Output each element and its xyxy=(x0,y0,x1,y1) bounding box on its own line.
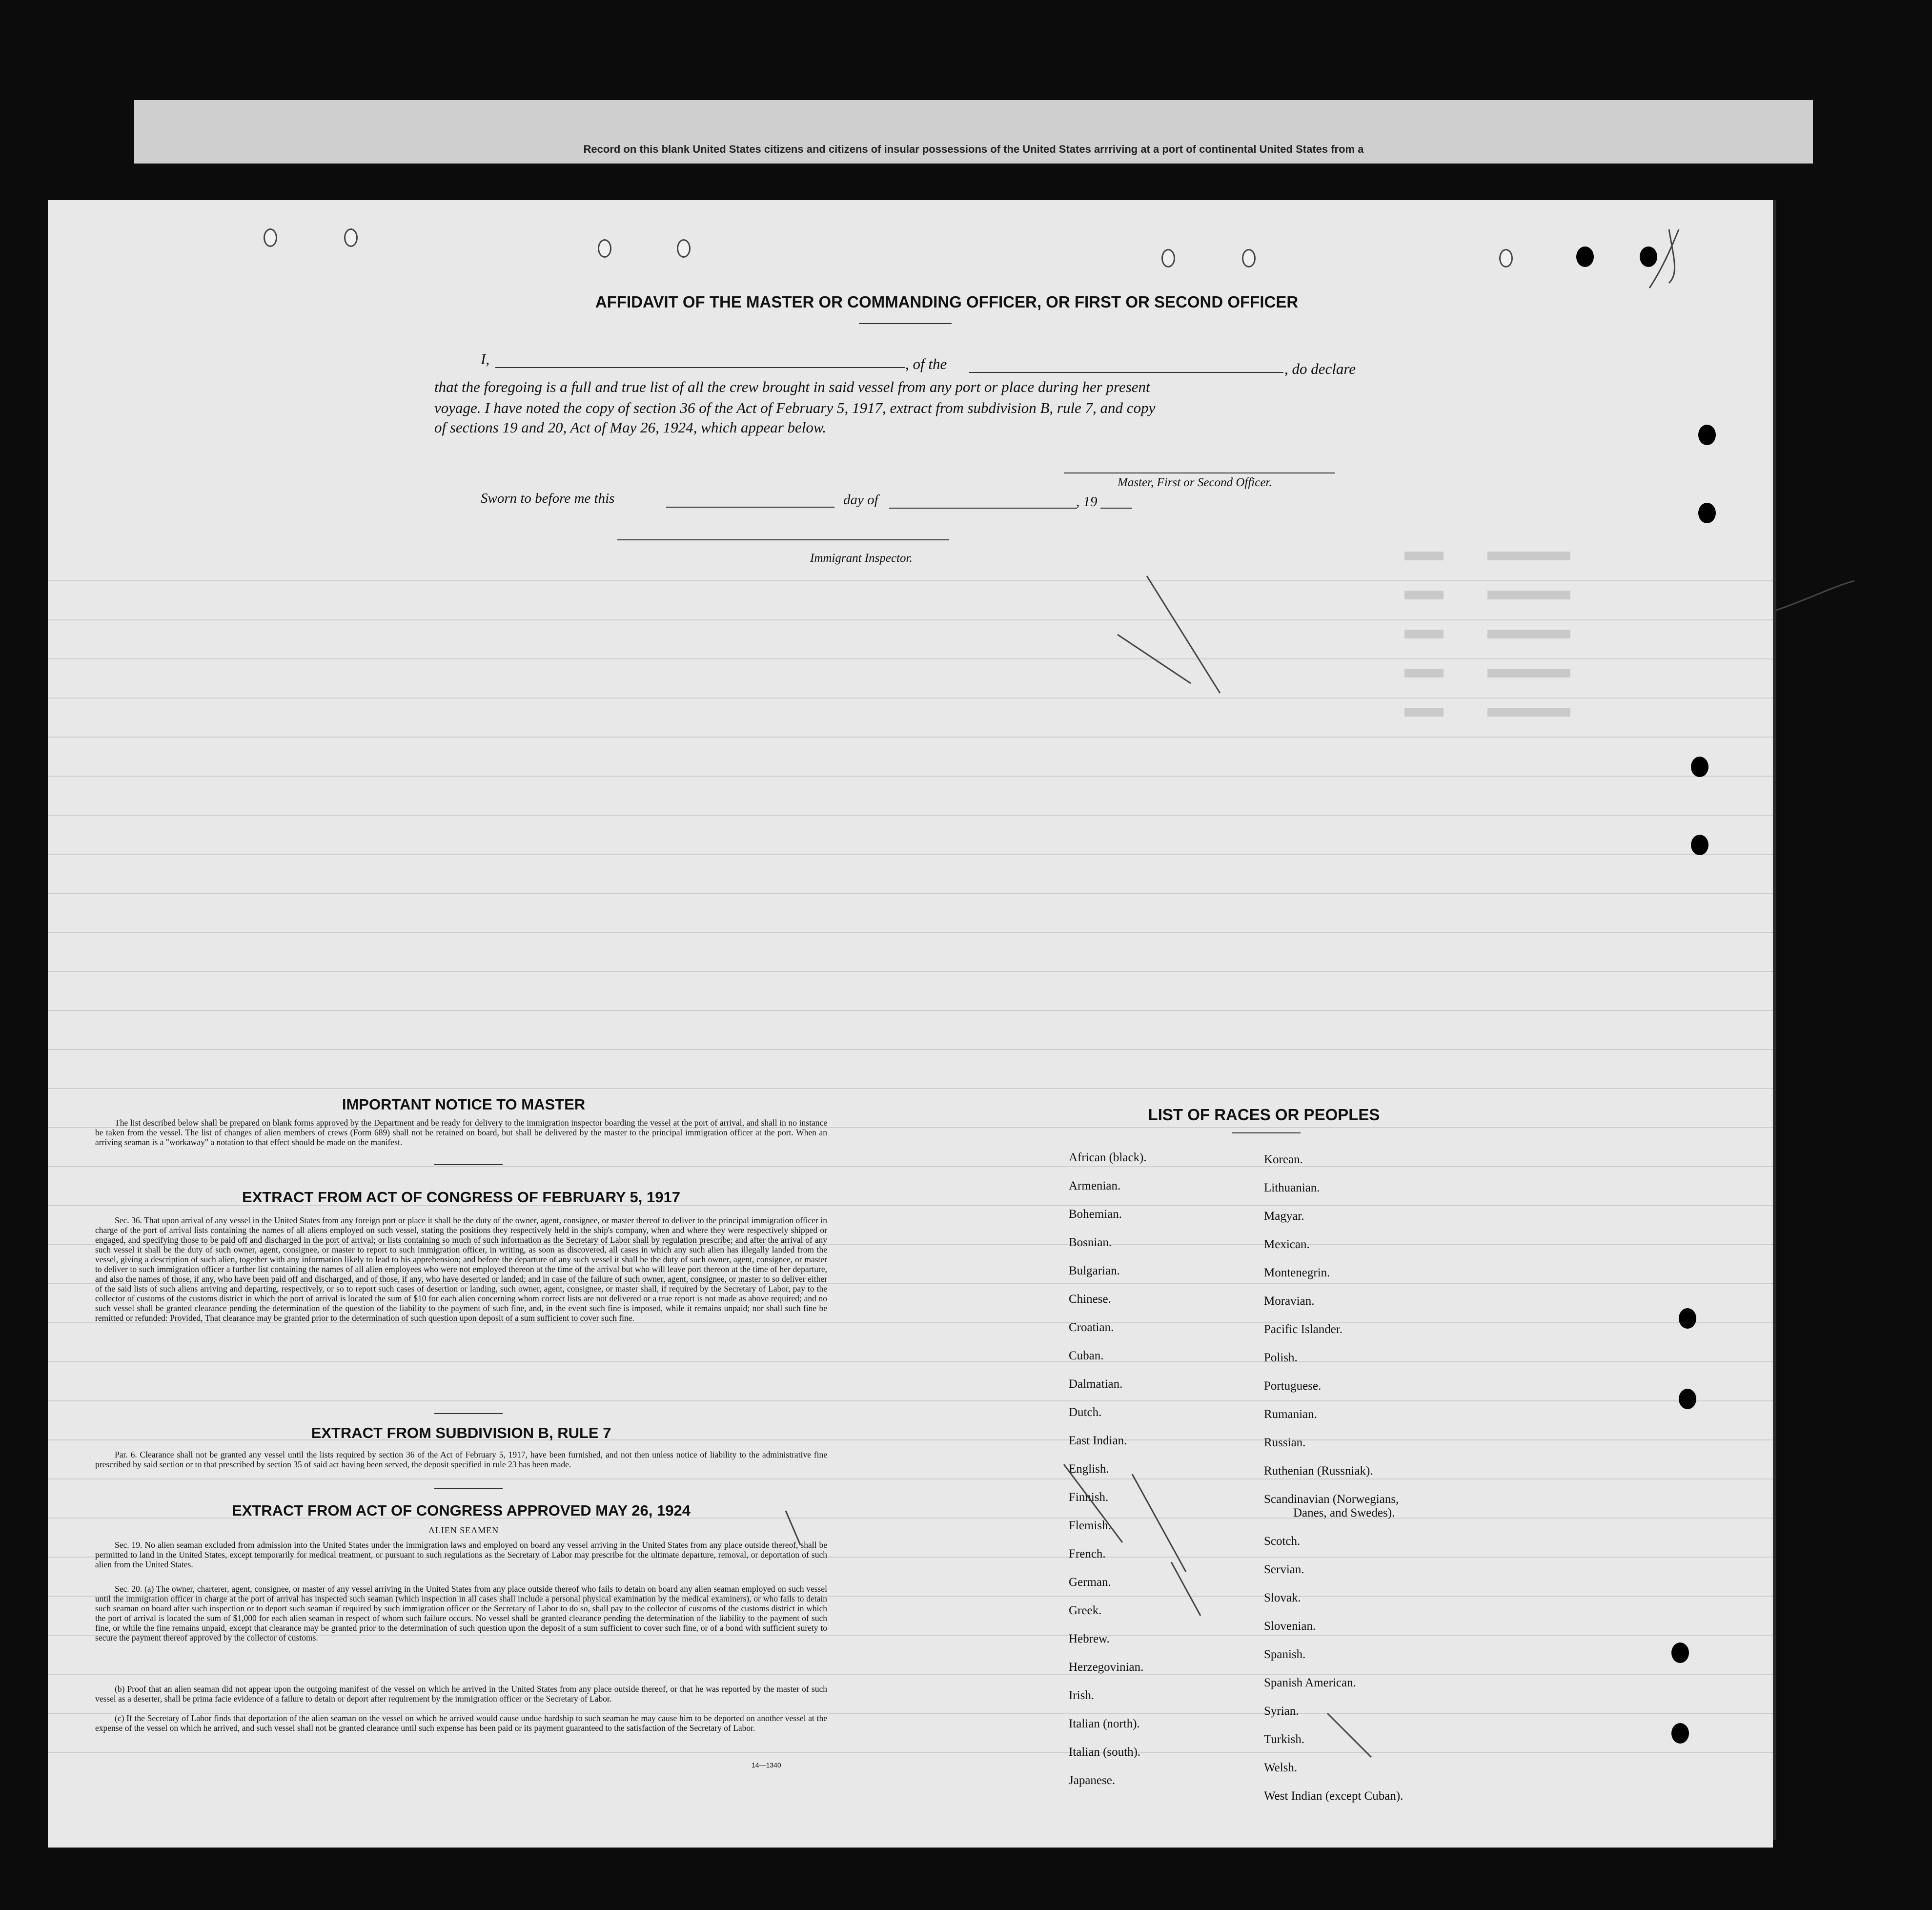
act-1924-title: EXTRACT FROM ACT OF CONGRESS APPROVED MAY 26, 1924 xyxy=(232,1502,691,1519)
race-item: Magyar. xyxy=(1264,1210,1304,1223)
back-sheet xyxy=(134,100,1813,164)
races-rule xyxy=(1232,1132,1301,1133)
punch-hole-dark xyxy=(1691,757,1708,777)
affidavit-title: AFFIDAVIT OF THE MASTER OR COMMANDING OFFICER, OR FIRST OR SECOND OFFICER xyxy=(595,293,1299,311)
punch-hole-dark xyxy=(1640,246,1657,267)
rule7-body: Par. 6. Clearance shall not be granted any vessel until the lists required by section 36 of the Act of February 5, 1917, have been furnished, and not then unless notice of liability to the administrative fine prescribed by said section or to that prescribed by section 35 of said act having been served, the deposit specified in rule 23 has been made. xyxy=(95,1450,827,1469)
race-item: Chinese. xyxy=(1069,1293,1111,1306)
affidavit-text-line-1: that the foregoing is a full and true list of all the crew brought in said vessel from any port or place during her present xyxy=(434,378,1150,395)
punch-hole xyxy=(677,239,691,258)
race-item: Spanish American. xyxy=(1264,1676,1356,1689)
race-item: Pacific Islander. xyxy=(1264,1323,1343,1336)
form-number: 14—1340 xyxy=(752,1761,781,1769)
punch-hole-dark xyxy=(1671,1643,1689,1663)
affidavit-of-the: , of the xyxy=(905,355,947,372)
sworn-label: Sworn to before me this xyxy=(481,491,615,506)
punch-hole-dark xyxy=(1671,1723,1689,1744)
race-item: Bulgarian. xyxy=(1069,1264,1120,1277)
rule7-rule xyxy=(434,1488,503,1489)
vessel-blank xyxy=(969,372,1283,373)
inspector-signature-line xyxy=(617,539,949,540)
race-item: Rumanian. xyxy=(1264,1408,1318,1421)
race-item: East Indian. xyxy=(1069,1434,1127,1447)
race-item: Ruthenian (Russniak). xyxy=(1264,1464,1373,1478)
race-item: Portuguese. xyxy=(1264,1379,1322,1393)
punch-hole-dark xyxy=(1679,1308,1696,1329)
punch-hole xyxy=(344,228,358,247)
punch-hole-dark xyxy=(1679,1389,1696,1409)
race-item: Welsh. xyxy=(1264,1761,1298,1774)
race-item: German. xyxy=(1069,1576,1111,1589)
race-item: Syrian. xyxy=(1264,1705,1299,1718)
race-item: Finnish. xyxy=(1069,1491,1109,1504)
act-1924-sec19: Sec. 19. No alien seaman excluded from admission into the United States under the immigration laws and employed on board any vessel arriving in the United States from any place outside thereof, shall be permitted to land in the United States, except temporarily for medical treatment, or pursuant to such regulations as the Secretary of Labor may prescribe for the ultimate departure, removal, or deportation of such alien from the United States. xyxy=(95,1540,827,1569)
punch-hole xyxy=(598,239,611,258)
race-item: Lithuanian. xyxy=(1264,1181,1320,1194)
back-sheet-strip-text: Record on this blank United States citizens and citizens of insular possessions of the United States arrriving at a port of continental United States from a xyxy=(583,143,1364,155)
affidavit-do-declare: , do declare xyxy=(1284,360,1356,377)
race-item: Slovenian. xyxy=(1264,1620,1316,1633)
race-item: West Indian (except Cuban). xyxy=(1264,1789,1403,1803)
month-blank xyxy=(889,508,1077,509)
race-item: Italian (south). xyxy=(1069,1746,1141,1759)
race-item: Flemish. xyxy=(1069,1519,1111,1532)
race-item: Slovak. xyxy=(1264,1591,1301,1604)
year-label: , 19 xyxy=(1076,494,1098,510)
act-1924-sec20a: Sec. 20. (a) The owner, charterer, agent, consignee, or master of any vessel arriving in the United States from any place outside thereof who fails to detain on board any alien seaman employed on such vessel until the immigration officer in charge at the port of arrival has inspected such seaman (which inspection in all cases shall include a personal physical examination by the medical examiners), or who fails to detain such seaman on board after such inspection or to deport such seaman if required by such immigration officer or the Secretary of Labor to do so, shall pay to the collector of customs of the customs district in which the port of arrival is located the sum of $1,000 for each alien seaman in respect of whom such failure occurs. No vessel shall be granted clearance pending the determination of the liability to the payment of such fine, or while the fine remains unpaid, except that clearance may be granted prior to the determination of such question upon the deposit of a sum sufficient to cover such fine, or of a bond with sufficient surety to secure the payment thereof approved by the collector of customs. xyxy=(95,1584,827,1643)
race-item: Montenegrin. xyxy=(1264,1266,1330,1279)
punch-hole xyxy=(264,228,277,247)
race-item: Turkish. xyxy=(1264,1733,1305,1746)
affidavit-i-label: I, xyxy=(481,350,490,368)
sworn-date-blank xyxy=(666,507,834,508)
affidavit-text-line-2: voyage. I have noted the copy of section 36 of the Act of February 5, 1917, extract from subdivision B, rule 7, and copy xyxy=(434,399,1156,416)
affidavit-text-line-3: of sections 19 and 20, Act of May 26, 1924, which appear below. xyxy=(434,419,827,436)
race-item: Bosnian. xyxy=(1069,1236,1112,1249)
races-title: LIST OF RACES OR PEOPLES xyxy=(1148,1106,1380,1124)
race-item: Servian. xyxy=(1264,1563,1304,1576)
race-item: African (black). xyxy=(1069,1151,1147,1164)
punch-hole-dark xyxy=(1576,246,1594,267)
master-signature-line xyxy=(1064,472,1335,473)
punch-hole xyxy=(1499,249,1513,267)
year-blank xyxy=(1100,508,1132,509)
race-item: Polish. xyxy=(1264,1351,1298,1364)
punch-hole xyxy=(1242,249,1256,267)
race-item: Korean. xyxy=(1264,1153,1303,1166)
race-item: Italian (north). xyxy=(1069,1717,1140,1730)
act-1924-sec20b: (b) Proof that an alien seaman did not appear upon the outgoing manifest of the vessel on which he arrived in the United States from any place outside thereof, or that he was reported by the master of such vessel as a deserter, shall be prima facie evidence of a failure to detain or deport after requirement by the immigration officer or the Secretary of Labor. xyxy=(95,1684,827,1704)
race-item: Croatian. xyxy=(1069,1321,1114,1334)
act-1917-body: Sec. 36. That upon arrival of any vessel in the United States from any foreign port or place it shall be the duty of the owner, agent, consignee, or master thereof to deliver to the principal immigration officer in charge of the port of arrival lists containing the names of all aliens employed on such vessel, stating the positions they respectively held in the ship's company, when and where they were respectively shipped or engaged, and specifying those to be paid off and discharged in the port of arrival; or lists containing so much of such information as the Secretary of Labor shall by regulation prescribe; and after the arrival of any such vessel it shall be the duty of such owner, agent, consignee, or master to report to such immigration officer, in writing, as soon as discovered, all cases in which any such alien has illegally landed from the vessel, giving a description of such alien, together with any information likely to lead to his apprehension; and before the departure of any such vessel it shall be the duty of such owner, agent, consignee, or master to deliver to such immigration officer a further list containing the names of all alien employees who were not employed thereon at the time of the arrival but who will leave port thereon at the time of her departure, and also the names of those, if any, who have been paid off and discharged, and of those, if any, who have deserted or landed; and in case of the failure of such owner, agent, consignee, or master to so deliver either of the said lists of such aliens arriving and departing, respectively, or so to report such cases of desertion or landing, such owner, agent, consignee, or master shall, if required by the Secretary of Labor, pay to the collector of customs of the customs district in which the port of arrival is located the sum of $10 for each alien concerning whom correct lists are not delivered or a true report is not made as above required; and no such vessel shall be granted clearance pending the determination of the question of the liability to the payment of such fine, and, in the event such fine is imposed, while it remains unpaid; nor shall such fine be remitted or refunded: Provided, That clearance may be granted prior to the determination of such question upon deposit of a sum sufficient to cover such fine. xyxy=(95,1215,827,1323)
race-item: Armenian. xyxy=(1069,1179,1121,1192)
race-item: Herzegovinian. xyxy=(1069,1661,1144,1674)
race-item: Moravian. xyxy=(1264,1294,1315,1308)
notice-body: The list described below shall be prepared on blank forms approved by the Department and be ready for delivery to the immigration inspector boarding the vessel at the port of arrival, and shall in no instance be taken from the vessel. The list of changes of alien members of crews (Form 689) shall not be retained on board, but shall be delivered by the master to the principal immigration officer at the port. When an arriving seaman is a "workaway" a notation to that effect should be made on the manifest. xyxy=(95,1118,827,1147)
race-item: French. xyxy=(1069,1547,1106,1561)
race-item: Russian. xyxy=(1264,1436,1306,1449)
punch-hole-dark xyxy=(1698,503,1716,523)
race-item: Bohemian. xyxy=(1069,1208,1122,1221)
race-item: Greek. xyxy=(1069,1604,1102,1617)
act-1924-subtitle: ALIEN SEAMEN xyxy=(428,1525,499,1535)
notice-title: IMPORTANT NOTICE TO MASTER xyxy=(342,1096,586,1113)
act-1917-title: EXTRACT FROM ACT OF CONGRESS OF FEBRUARY 5, 1917 xyxy=(242,1189,680,1206)
race-item: Mexican. xyxy=(1264,1238,1310,1251)
name-blank xyxy=(495,367,905,368)
title-rule xyxy=(859,323,952,324)
race-item: Irish. xyxy=(1069,1689,1095,1702)
race-item: Japanese. xyxy=(1069,1774,1116,1787)
race-item: Dutch. xyxy=(1069,1406,1102,1419)
race-item: Hebrew. xyxy=(1069,1632,1110,1645)
race-item: Scandinavian (Norwegians, xyxy=(1264,1493,1399,1506)
punch-hole xyxy=(1161,249,1175,267)
day-of-label: day of xyxy=(843,492,878,508)
rule7-title: EXTRACT FROM SUBDIVISION B, RULE 7 xyxy=(311,1424,611,1441)
inspector-label: Immigrant Inspector. xyxy=(810,552,913,565)
notice-rule xyxy=(434,1164,503,1165)
act-1917-rule xyxy=(434,1413,503,1414)
race-item: English. xyxy=(1069,1462,1109,1476)
race-item: Danes, and Swedes). xyxy=(1293,1506,1395,1520)
master-signature-label: Master, First or Second Officer. xyxy=(1118,476,1272,489)
act-1924-sec20c: (c) If the Secretary of Labor finds that deportation of the alien seaman on the vessel on which he arrived would cause undue hardship to such seaman he may cause him to be deported on another vessel at the expense of the vessel on which he arrived, and such vessel shall not be granted clearance until such expense has been paid or its payment guaranteed to the satisfaction of the Secretary of Labor. xyxy=(95,1713,827,1733)
race-item: Dalmatian. xyxy=(1069,1377,1123,1391)
punch-hole-dark xyxy=(1691,835,1708,855)
punch-hole-dark xyxy=(1698,425,1716,445)
race-item: Spanish. xyxy=(1264,1648,1306,1661)
race-item: Scotch. xyxy=(1264,1535,1301,1548)
race-item: Cuban. xyxy=(1069,1349,1104,1362)
